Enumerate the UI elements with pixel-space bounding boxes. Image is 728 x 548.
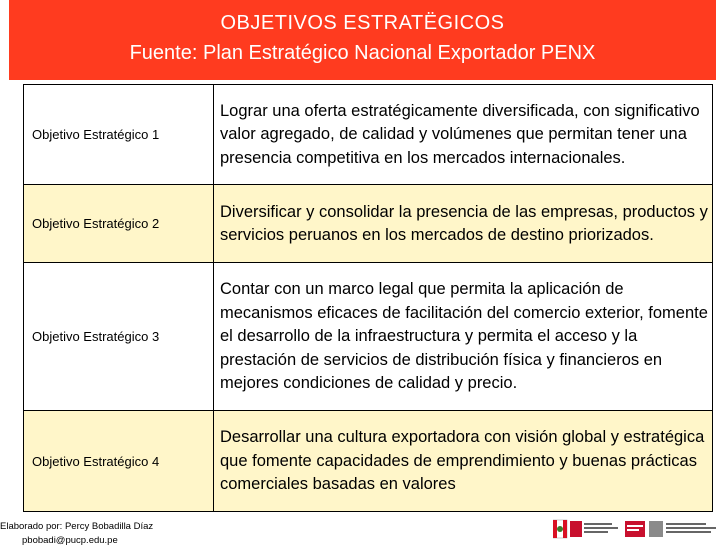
objective-label: Objetivo Estratégico 4 xyxy=(24,411,214,512)
table-row xyxy=(24,411,713,512)
objective-description: Diversificar y consolidar la presencia de las empresas, productos y servicios peruanos en los mercados de destino priorizados. xyxy=(214,185,713,263)
direccion-general-logo-icon xyxy=(649,521,716,537)
objective-label: Objetivo Estratégico 2 xyxy=(24,185,214,263)
table-row xyxy=(24,263,713,411)
title-banner xyxy=(9,0,716,80)
ministerio-logo-icon xyxy=(570,521,618,537)
gobierno-logo-icon xyxy=(625,521,645,537)
footer-credit xyxy=(0,520,153,548)
peru-coat-of-arms-icon xyxy=(553,520,567,538)
page-subtitle: Fuente: Plan Estratégico Nacional Exportador PENX xyxy=(129,42,596,64)
institution-logos xyxy=(553,518,723,540)
objective-description: Desarrollar una cultura exportadora con visión global y estratégica que fomente capacidades de emprendimiento y buenas prácticas comerciales basadas en valores xyxy=(214,411,713,512)
objective-label: Objetivo Estratégico 3 xyxy=(24,263,214,411)
table-row xyxy=(24,85,713,185)
footer-author: Elaborado por: Percy Bobadilla Díaz xyxy=(0,521,154,532)
objective-label: Objetivo Estratégico 1 xyxy=(24,85,214,185)
footer-email: pbobadi@pucp.edu.pe xyxy=(22,535,118,546)
page-title: OBJETIVOS ESTRATËGICOS xyxy=(220,12,505,34)
table-row xyxy=(24,185,713,263)
objective-description: Contar con un marco legal que permita la aplicación de mecanismos eficaces de facilitación del comercio exterior, fomente el desarrollo de la infraestructura y permita el acceso y la prestación de servicios de distribución física y financieros en mejores condiciones de calidad y precio. xyxy=(214,263,713,411)
objectives-table xyxy=(23,84,713,512)
objective-description: Lograr una oferta estratégicamente diversificada, con significativo valor agregado, de calidad y volúmenes que permitan tener una presencia competitiva en los mercados internacionales. xyxy=(214,85,713,185)
